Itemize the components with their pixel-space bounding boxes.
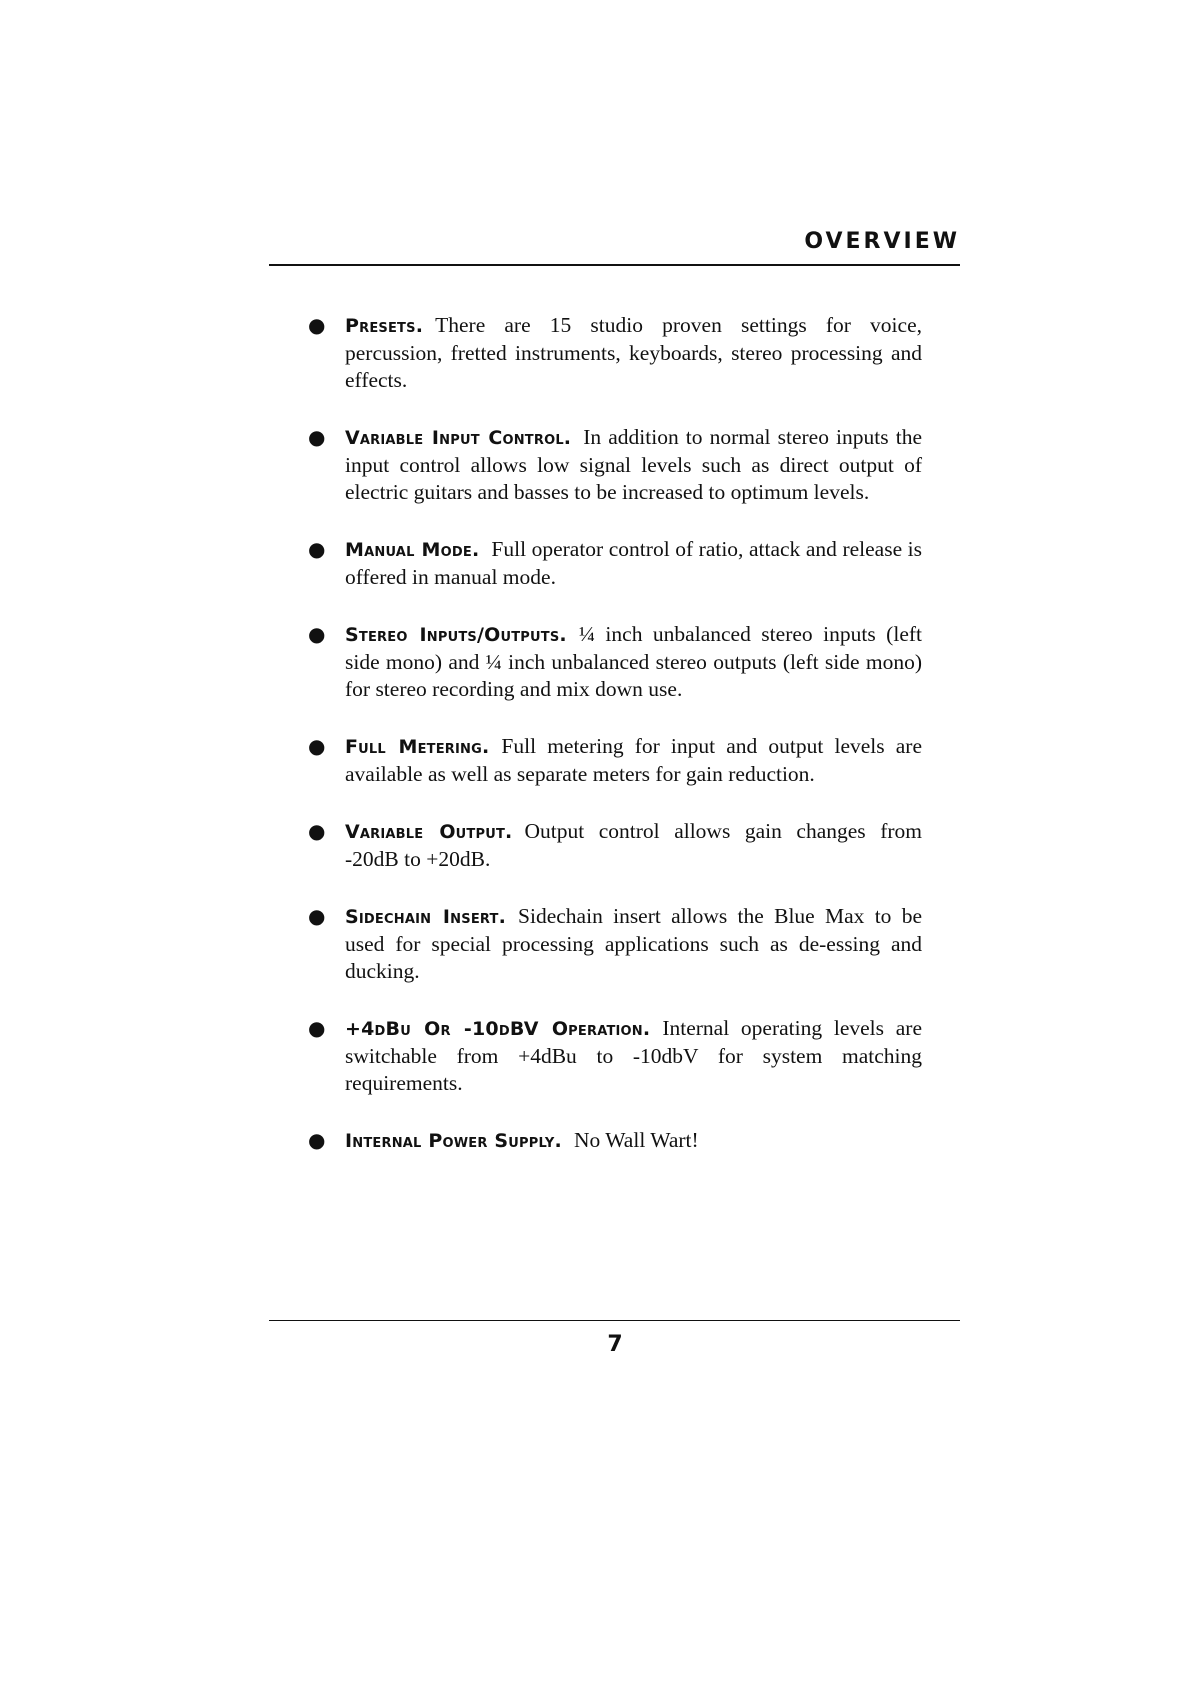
feature-item-full-metering	[300, 733, 922, 788]
footer-rule	[269, 1320, 960, 1321]
feature-item-presets	[300, 312, 922, 394]
feature-item-operating-level	[300, 1015, 922, 1097]
feature-text: No Wall Wart!	[573, 1128, 699, 1152]
bullet-icon: ●	[308, 1128, 326, 1152]
feature-text: Output control allows gain changes from -20dB to +20dB.	[345, 819, 923, 871]
bullet-icon: ●	[308, 313, 326, 337]
header-rule	[269, 264, 960, 266]
feature-text: Sidechain insert allows the Blue Max to be used for special processing applications such as de-essing and ducking.	[345, 904, 922, 983]
feature-item-stereo-inputs-outputs	[300, 621, 922, 703]
feature-term: +4dBu Or -10dBV Operation.	[345, 1018, 651, 1040]
feature-item-internal-power-supply	[300, 1127, 922, 1155]
feature-item-variable-input-control	[300, 424, 922, 506]
feature-term: Stereo Inputs/Outputs.	[345, 624, 567, 646]
feature-text: In addition to normal stereo inputs the input control allows low signal levels such as direct output of electric guitars and basses to be increased to optimum levels.	[345, 425, 922, 504]
feature-text: Full operator control of ratio, attack and release is offered in manual mode.	[345, 537, 922, 589]
feature-text: There are 15 studio proven settings for voice, percussion, fretted instruments, keyboards, stereo processing and effects.	[345, 313, 922, 392]
feature-list	[300, 312, 922, 1185]
feature-text: Full metering for input and output levels are available as well as separate meters for gain reduction.	[345, 734, 922, 786]
feature-term: Manual Mode.	[345, 539, 480, 561]
feature-term: Presets.	[345, 315, 424, 337]
bullet-icon: ●	[308, 1016, 326, 1040]
page-header-title: OVERVIEW	[804, 229, 960, 254]
bullet-icon: ●	[308, 622, 326, 646]
bullet-icon: ●	[308, 904, 326, 928]
bullet-icon: ●	[308, 537, 326, 561]
feature-item-sidechain-insert	[300, 903, 922, 985]
bullet-icon: ●	[308, 734, 326, 758]
bullet-icon: ●	[308, 425, 326, 449]
feature-term: Internal Power Supply.	[345, 1130, 562, 1152]
bullet-icon: ●	[308, 819, 326, 843]
feature-term: Sidechain Insert.	[345, 906, 507, 928]
feature-term: Variable Output.	[345, 821, 513, 843]
feature-item-variable-output	[300, 818, 922, 873]
feature-item-manual-mode	[300, 536, 922, 591]
feature-term: Variable Input Control.	[345, 427, 572, 449]
page-number: 7	[607, 1332, 623, 1357]
feature-term: Full Metering.	[345, 736, 490, 758]
feature-text: ¼ inch unbalanced stereo inputs (left side mono) and ¼ inch unbalanced stereo outputs (left side mono) for stereo recording and mix down use.	[345, 622, 922, 701]
feature-text: Internal operating levels are switchable from +4dBu to -10dbV for system matching requirements.	[345, 1016, 922, 1095]
